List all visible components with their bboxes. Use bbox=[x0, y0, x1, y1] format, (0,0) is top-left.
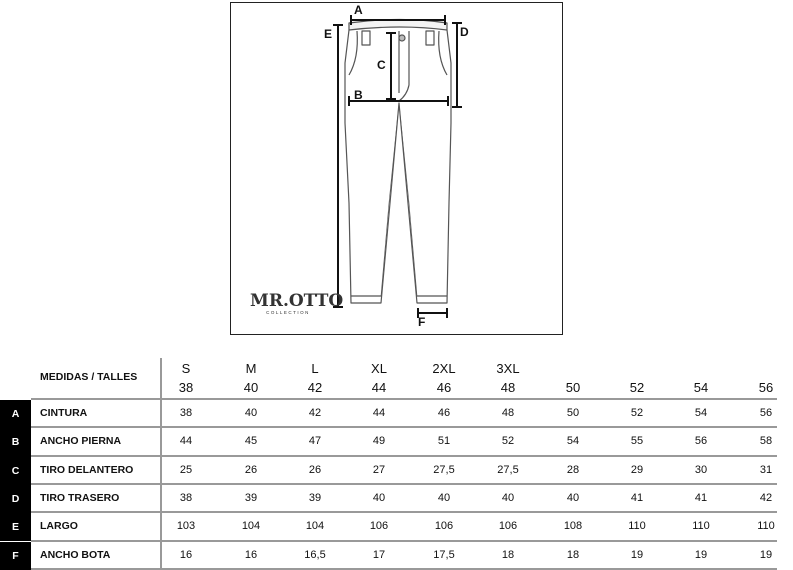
table-cell: 27 bbox=[372, 463, 386, 476]
table-cell: 28 bbox=[566, 463, 580, 476]
table-cell: 29 bbox=[630, 463, 644, 476]
table-cell: 18 bbox=[501, 548, 515, 561]
table-row bbox=[0, 428, 793, 454]
dimension-label-d: D bbox=[460, 25, 469, 39]
table-cell: 40 bbox=[501, 491, 515, 504]
table-cell: 49 bbox=[372, 435, 386, 448]
dimension-label-b: B bbox=[354, 88, 363, 102]
table-cell: 16 bbox=[179, 548, 193, 561]
table-header-row bbox=[0, 354, 793, 398]
size-number-header: 50 bbox=[565, 380, 581, 395]
table-cell: 44 bbox=[372, 407, 386, 419]
table-cell: 110 bbox=[692, 520, 710, 533]
table-cell: 19 bbox=[694, 548, 708, 561]
table-cell: 56 bbox=[759, 407, 773, 419]
table-cell: 58 bbox=[759, 435, 773, 448]
row-letter-badge: B bbox=[0, 428, 31, 456]
size-number-header: 38 bbox=[178, 380, 194, 395]
row-letter-badge: E bbox=[0, 513, 31, 541]
table-cell: 108 bbox=[563, 520, 583, 533]
table-cell: 40 bbox=[437, 491, 451, 504]
size-letter-header: 3XL bbox=[496, 361, 520, 376]
table-cell: 104 bbox=[241, 520, 261, 533]
table-row-divider bbox=[31, 568, 777, 570]
table-row bbox=[0, 542, 793, 568]
size-number-header: 42 bbox=[307, 380, 323, 395]
table-cell: 38 bbox=[179, 491, 193, 504]
table-cell: 47 bbox=[308, 435, 322, 448]
table-cell: 26 bbox=[244, 463, 258, 476]
row-letter-badge: C bbox=[0, 457, 31, 485]
table-cell: 31 bbox=[759, 463, 773, 476]
table-cell: 27,5 bbox=[497, 463, 519, 476]
logo-tagline: COLLECTION bbox=[266, 310, 310, 315]
table-cell: 54 bbox=[566, 435, 580, 448]
table-cell: 55 bbox=[630, 435, 644, 448]
size-letter-header: S bbox=[181, 361, 191, 376]
table-cell: 18 bbox=[566, 548, 580, 561]
table-cell: 103 bbox=[176, 520, 196, 533]
table-cell: 52 bbox=[630, 407, 644, 419]
table-row bbox=[0, 400, 793, 426]
table-cell: 40 bbox=[566, 491, 580, 504]
size-letter-header: 2XL bbox=[432, 361, 456, 376]
table-cell: 39 bbox=[244, 491, 258, 504]
table-cell: 110 bbox=[757, 520, 775, 533]
size-number-header: 44 bbox=[371, 380, 387, 395]
table-cell: 16,5 bbox=[304, 548, 326, 561]
row-letter-badge: F bbox=[0, 542, 31, 570]
table-cell: 41 bbox=[630, 491, 644, 504]
table-cell: 40 bbox=[372, 491, 386, 504]
row-measure-name: ANCHO PIERNA bbox=[40, 435, 122, 448]
table-cell: 52 bbox=[501, 435, 515, 448]
table-row bbox=[0, 513, 793, 539]
table-cell: 54 bbox=[694, 407, 708, 419]
table-cell: 19 bbox=[630, 548, 644, 561]
size-number-header: 56 bbox=[758, 380, 774, 395]
table-cell: 17,5 bbox=[433, 548, 455, 561]
dimension-label-f: F bbox=[418, 315, 426, 329]
table-cell: 19 bbox=[759, 548, 773, 561]
size-number-header: 46 bbox=[436, 380, 452, 395]
table-cell: 17 bbox=[372, 548, 386, 561]
table-cell: 51 bbox=[437, 435, 451, 448]
pants-outline-illustration bbox=[231, 3, 564, 336]
table-cell: 46 bbox=[437, 407, 451, 419]
table-cell: 56 bbox=[694, 435, 708, 448]
table-cell: 42 bbox=[759, 491, 773, 504]
table-cell: 50 bbox=[566, 407, 580, 419]
header-label: MEDIDAS / TALLES bbox=[40, 371, 138, 383]
dimension-label-a: A bbox=[354, 3, 363, 17]
table-cell: 106 bbox=[369, 520, 389, 533]
table-cell: 41 bbox=[694, 491, 708, 504]
size-letter-header: M bbox=[245, 361, 257, 376]
size-letter-header: XL bbox=[371, 361, 387, 376]
table-cell: 44 bbox=[179, 435, 193, 448]
row-measure-name: LARGO bbox=[40, 520, 78, 533]
dimension-label-e: E bbox=[324, 27, 333, 41]
row-measure-name: TIRO DELANTERO bbox=[40, 463, 134, 476]
table-cell: 48 bbox=[501, 407, 515, 419]
pants-diagram bbox=[230, 2, 563, 335]
table-cell: 39 bbox=[308, 491, 322, 504]
table-cell: 38 bbox=[179, 407, 193, 419]
table-cell: 45 bbox=[244, 435, 258, 448]
table-row bbox=[0, 457, 793, 483]
row-measure-name: TIRO TRASERO bbox=[40, 491, 120, 504]
row-measure-name: CINTURA bbox=[40, 407, 88, 419]
logo-wordmark: MR.OTTO bbox=[250, 291, 344, 311]
size-letter-header: L bbox=[311, 361, 319, 376]
table-cell: 106 bbox=[498, 520, 518, 533]
row-letter-badge: A bbox=[0, 400, 31, 428]
row-measure-name: ANCHO BOTA bbox=[40, 548, 111, 561]
table-cell: 30 bbox=[694, 463, 708, 476]
table-cell: 40 bbox=[244, 407, 258, 419]
table-cell: 25 bbox=[179, 463, 193, 476]
table-cell: 26 bbox=[308, 463, 322, 476]
row-letter-badge: D bbox=[0, 485, 31, 513]
size-number-header: 48 bbox=[500, 380, 516, 395]
table-cell: 106 bbox=[434, 520, 454, 533]
size-number-header: 52 bbox=[629, 380, 645, 395]
table-cell: 104 bbox=[305, 520, 325, 533]
size-number-header: 40 bbox=[243, 380, 259, 395]
size-number-header: 54 bbox=[693, 380, 709, 395]
table-cell: 27,5 bbox=[433, 463, 455, 476]
table-row bbox=[0, 485, 793, 511]
table-cell: 42 bbox=[308, 407, 322, 419]
table-cell: 110 bbox=[628, 520, 646, 533]
dimension-label-c: C bbox=[377, 58, 386, 72]
brand-logo bbox=[250, 291, 344, 316]
table-cell: 16 bbox=[244, 548, 258, 561]
